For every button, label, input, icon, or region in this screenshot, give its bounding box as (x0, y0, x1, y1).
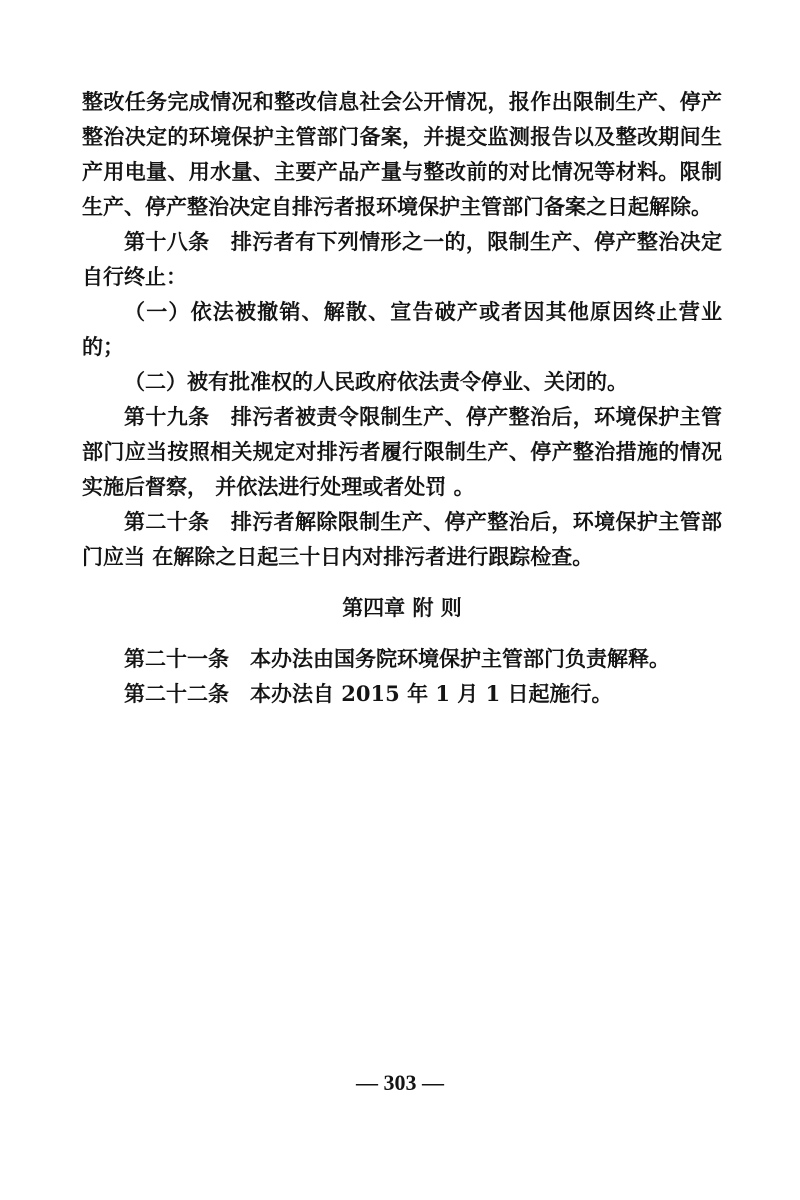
body-text (82, 84, 722, 711)
article-20: 第二十条 排污者解除限制生产、停产整治后，环境保护主管部门应当 在解除之日起三十日内对排污者进行跟踪检查。 (82, 509, 722, 569)
article-18-item-2: （二）被有批准权的人民政府依法责令停业、关闭的。 (124, 369, 628, 394)
page-number: — 303 — (356, 1070, 444, 1095)
paragraph-continuation: 整改任务完成情况和整改信息社会公开情况，报作出限制生产、停产整治决定的环境保护主管部门备案，并提交监测报告以及整改期间生产用电量、用水量、主要产品产量与整改前的对比情况等材料。限制生产、停产整治决定自排污者报环境保护主管部门备案之日起解除。 (82, 89, 722, 219)
article-22: 第二十二条 本办法自 2015 年 1 月 1 日起施行。 (124, 681, 613, 706)
article-18-item-1: （一）依法被撤销、解散、宣告破产或者因其他原因终止营业的； (82, 299, 722, 359)
article-21: 第二十一条 本办法由国务院环境保护主管部门负责解释。 (124, 646, 670, 671)
chapter-heading: 第四章 附 则 (342, 595, 462, 620)
article-19: 第十九条 排污者被责令限制生产、停产整治后，环境保护主管部门应当按照相关规定对排污者履行限制生产、停产整治措施的情况实施后督察， 并依法进行处理或者处罚 。 (82, 404, 722, 499)
article-18: 第十八条 排污者有下列情形之一的，限制生产、停产整治决定自行终止： (82, 229, 722, 289)
